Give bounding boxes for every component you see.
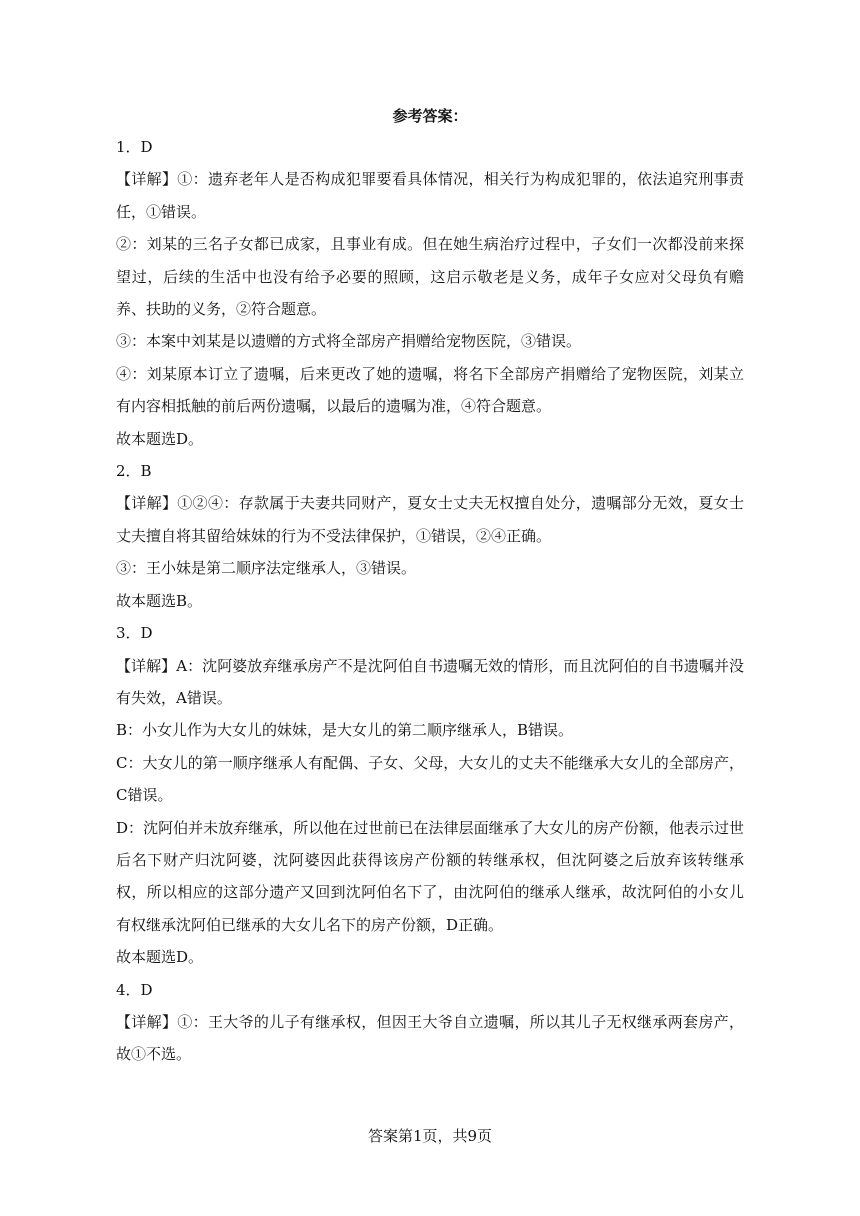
answer-paragraph: 【详解】①②④：存款属于夫妻共同财产，夏女士丈夫无权擅自处分，遗嘱部分无效，夏女士丈夫擅自将其留给妹妹的行为不受法律保护，①错误，②④正确。 — [116, 494, 744, 545]
answer-paragraph: ③：王小妹是第二顺序法定继承人，③错误。 — [116, 559, 417, 578]
answer-conclusion: 故本题选D。 — [116, 429, 204, 448]
answer-content — [116, 131, 744, 1071]
answer-paragraph: ②：刘某的三名子女都已成家，且事业有成。但在她生病治疗过程中，子女们一次都没前来探望过，后续的生活中也没有给予必要的照顾，这启示敬老是义务，成年子女应对父母负有赡养、扶助的义务，②符合题意。 — [116, 235, 744, 319]
answer-paragraph: ③：本案中刘某是以遗赠的方式将全部房产捐赠给宠物医院，③错误。 — [116, 332, 582, 351]
answer-paragraph: 【详解】①：遗弃老年人是否构成犯罪要看具体情况，相关行为构成犯罪的，依法追究刑事责任，①错误。 — [116, 170, 744, 221]
answer-number: 3．D — [116, 624, 153, 643]
answer-conclusion: 故本题选B。 — [116, 591, 203, 610]
answer-conclusion: 故本题选D。 — [116, 948, 204, 967]
page-footer: 答案第1页，共9页 — [367, 1127, 493, 1145]
answer-number: 1．D — [116, 138, 153, 156]
answer-paragraph: B：小女儿作为大女儿的妹妹，是大女儿的第二顺序继承人，B错误。 — [116, 721, 574, 740]
answer-number: 4．D — [116, 980, 153, 999]
answer-paragraph: C：大女儿的第一顺序继承人有配偶、子女、父母，大女儿的丈夫不能继承大女儿的全部房产，C错误。 — [116, 753, 744, 805]
answer-number: 2．B — [116, 462, 152, 481]
answer-paragraph: D：沈阿伯并未放弃继承，所以他在过世前已在法律层面继承了大女儿的房产份额，他表示过世后名下财产归沈阿婆，沈阿婆因此获得该房产份额的转继承权，但沈阿婆之后放弃该转继承权，所以相应的这部分遗产又回到沈阿伯名下了，由沈阿伯的继承人继承，故沈阿伯的小女儿有权继承沈阿伯已继承的大女儿名下的房产份额，D正确。 — [116, 818, 744, 934]
answer-paragraph: 【详解】①：王大爷的儿子有继承权，但因王大爷自立遗嘱，所以其儿子无权继承两套房产，故①不选。 — [116, 1012, 744, 1064]
page-title: 参考答案： — [392, 107, 468, 125]
answer-paragraph: ④：刘某原本订立了遗嘱，后来更改了她的遗嘱，将名下全部房产捐赠给了宠物医院，刘某立有内容相抵触的前后两份遗嘱，以最后的遗嘱为准，④符合题意。 — [116, 364, 744, 416]
answer-paragraph: 【详解】A：沈阿婆放弃继承房产不是沈阿伯自书遗嘱无效的情形，而且沈阿伯的自书遗嘱并没有失效，A错误。 — [116, 656, 744, 707]
